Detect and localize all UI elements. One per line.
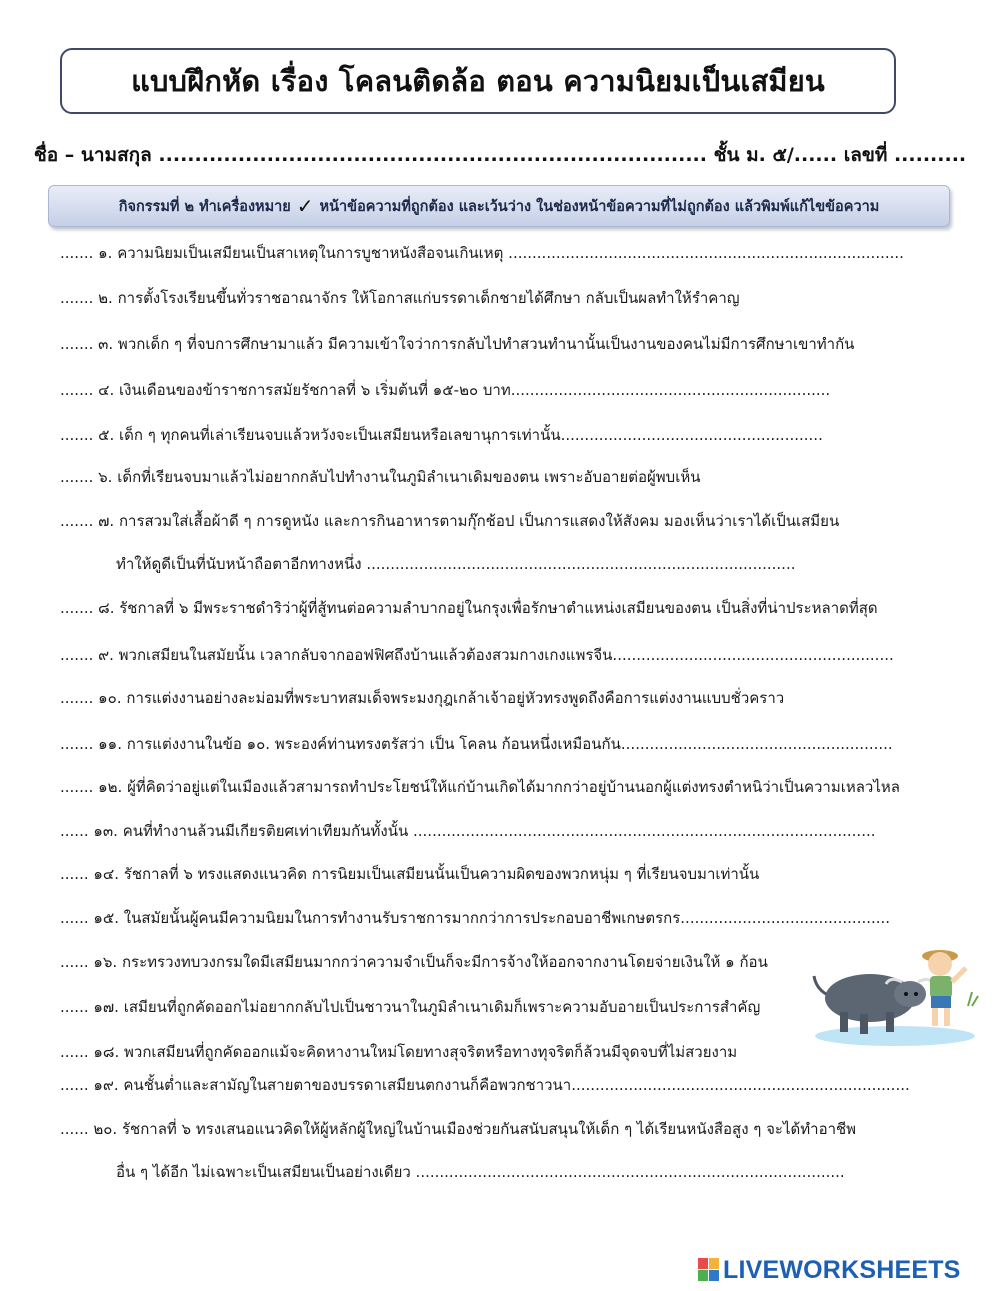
liveworksheets-logo: [698, 1256, 961, 1284]
activity-instruction-end: หน้าข้อความที่ถูกต้อง และเว้นว่าง ในช่องหน้าข้อความที่ไม่ถูกต้อง แล้วพิมพ์แก้ไขข้อความ: [319, 198, 880, 215]
student-info-line: ชื่อ – นามสกุล ............................................................................ ชั้น ม. ๕/...... เลขที่ ..........: [33, 144, 967, 166]
statement-7-continued: ทำให้ดูดีเป็นที่นับหน้าถือตาอีกทางหนึ่ง ..........................................................................................: [116, 555, 796, 573]
statement-9: ....... ๙. พวกเสมียนในสมัยนั้น เวลากลับจากออฟฟิศถึงบ้านแล้วต้องสวมกางเกงแพรจีน...........................................................: [60, 646, 894, 664]
statement-18: ...... ๑๘. พวกเสมียนที่ถูกคัดออกแม้จะคิดหางานใหม่โดยทางสุจริตหรือทางทุจริตก็ล้วนมีจุดจบที่ไม่สวยงาม: [60, 1043, 738, 1061]
statement-10: ....... ๑๐. การแต่งงานอย่างละม่อมที่พระบาทสมเด็จพระมงกุฎเกล้าเจ้าอยู่หัวทรงพูดถึงคือการแต่งงานแบบชั่วคราว: [60, 689, 785, 707]
statement-14: ...... ๑๔. รัชกาลที่ ๖ ทรงแสดงแนวคิด การนิยมเป็นเสมียนนั้นเป็นความผิดของพวกหนุ่ม ๆ ที่เรียนจบมาเท่านั้น: [60, 865, 760, 883]
worksheet-title: แบบฝึกหัด เรื่อง โคลนติดล้อ ตอน ความนิยมเป็นเสมียน: [131, 64, 825, 98]
activity-instruction-start: กิจกรรมที่ ๒ ทำเครื่องหมาย: [118, 198, 291, 215]
statement-2: ....... ๒. การตั้งโรงเรียนขึ้นทั่วราชอาณาจักร ให้โอกาสแก่บรรดาเด็กชายได้ศึกษา กลับเป็นผลทำให้รำคาญ: [60, 289, 740, 307]
statement-19: ...... ๑๙. คนชั้นต่ำและสามัญในสายตาของบรรดาเสมียนตกงานก็คือพวกชาวนา.......................................................................: [60, 1076, 910, 1094]
checkmark-icon: ✓: [296, 194, 314, 218]
statement-3: ....... ๓. พวกเด็ก ๆ ที่จบการศึกษามาแล้ว มีความเข้าใจว่าการกลับไปทำสวนทำนานั้นเป็นงานของคนไม่มีการศึกษาเขาทำกัน: [60, 335, 855, 353]
statement-20-continued: อื่น ๆ ได้อีก ไม่เฉพาะเป็นเสมียนเป็นอย่างเดียว ..........................................................................................: [116, 1163, 845, 1181]
liveworksheets-logo-mark-icon: [698, 1258, 720, 1282]
statement-13: ...... ๑๓. คนที่ทำงานล้วนมีเกียรติยศเท่าเทียมกันทั้งนั้น .................................................................................................: [60, 822, 876, 840]
statement-11: ....... ๑๑. การแต่งงานในข้อ ๑๐. พระองค์ท่านทรงตรัสว่า เป็น โคลน ก้อนหนึ่งเหมือนกัน.........................................................: [60, 735, 893, 753]
title-box: [60, 48, 896, 114]
statement-8: ....... ๘. รัชกาลที่ ๖ มีพระราชดำริว่าผู้ที่สู้ทนต่อความลำบากอยู่ในกรุงเพื่อรักษาตำแหน่งเสมียนของตน เป็นสิ่งที่น่าประหลาดที่สุด: [60, 599, 878, 617]
statement-15: ...... ๑๕. ในสมัยนั้นผู้คนมีความนิยมในการทำงานรับราชการมากกว่าการประกอบอาชีพเกษตรกร............................................: [60, 909, 891, 927]
statement-5: ....... ๕. เด็ก ๆ ทุกคนที่เล่าเรียนจบแล้วหวังจะเป็นเสมียนหรือเลขานุการเท่านั้น.......................................................: [60, 426, 823, 444]
statement-16: ...... ๑๖. กระทรวงทบวงกรมใดมีเสมียนมากกว่าความจำเป็นก็จะมีการจ้างให้ออกจากงานโดยจ่ายเงินให้ ๑ ก้อน: [60, 953, 768, 971]
statement-6: ....... ๖. เด็กที่เรียนจบมาแล้วไม่อยากกลับไปทำงานในภูมิลำเนาเดิมของตน เพราะอับอายต่อผู้พบเห็น: [60, 468, 701, 486]
statement-12: ....... ๑๒. ผู้ที่คิดว่าอยู่แต่ในเมืองแล้วสามารถทำประโยชน์ให้แก่บ้านเกิดได้มากกว่าอยู่บ้านนอกผู้แต่งทรงตำหนิว่าเป็นความเหลวไหล: [60, 778, 900, 796]
statement-20: ...... ๒๐. รัชกาลที่ ๖ ทรงเสนอแนวคิดให้ผู้หลักผู้ใหญ่ในบ้านเมืองช่วยกันสนับสนุนให้เด็ก ๆ ได้เรียนหนังสือสูง ๆ จะได้ทำอาชีพ: [60, 1120, 857, 1138]
activity-instruction-bar: [48, 185, 950, 227]
boy-and-buffalo-illustration: [810, 936, 980, 1048]
liveworksheets-logo-text: LIVEWORKSHEETS: [723, 1255, 961, 1284]
statement-17: ...... ๑๗. เสมียนที่ถูกคัดออกไม่อยากกลับไปเป็นชาวนาในภูมิลำเนาเดิมก็เพราะความอับอายเป็นประการสำคัญ: [60, 998, 761, 1016]
statement-7: ....... ๗. การสวมใส่เสื้อผ้าดี ๆ การดูหนัง และการกินอาหารตามกุ๊กช้อป เป็นการแสดงให้สังคม มองเห็นว่าเราได้เป็นเสมียน: [60, 512, 840, 530]
statement-1: ....... ๑. ความนิยมเป็นเสมียนเป็นสาเหตุในการบูชาหนังสือจนเกินเหตุ ...................................................................................: [60, 244, 904, 262]
statement-4: ....... ๔. เงินเดือนของข้าราชการสมัยรัชกาลที่ ๖ เริ่มต้นที่ ๑๕-๒๐ บาท...................................................................: [60, 381, 831, 399]
